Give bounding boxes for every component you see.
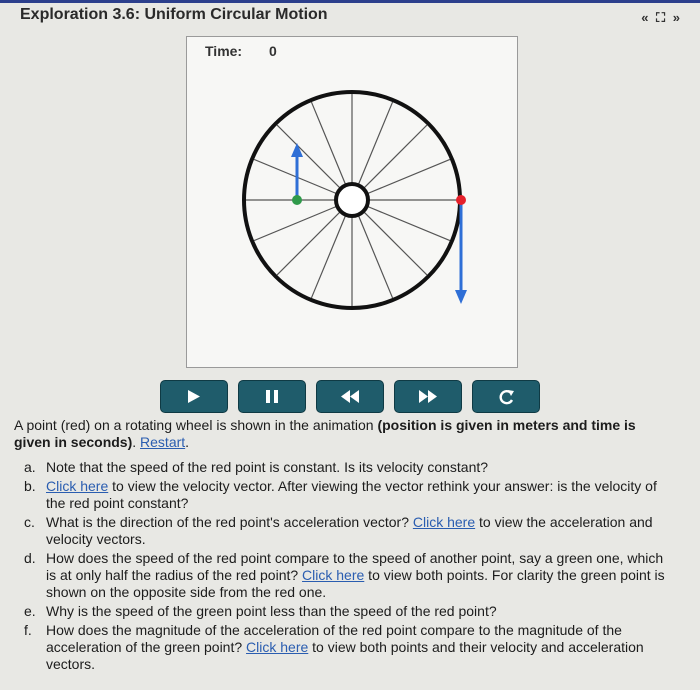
question-marker: c. (24, 514, 35, 530)
wheel-spoke (311, 102, 345, 185)
page-navigation[interactable]: « ⛶ » (641, 10, 682, 25)
time-label: Time: (205, 43, 243, 59)
question-marker: f. (24, 622, 32, 638)
wheel-spoke (367, 159, 450, 193)
play-icon (161, 381, 227, 412)
time-value: 0 (269, 43, 277, 59)
question-marker: e. (24, 603, 36, 619)
question-text: How does the speed of the red point compare to the speed of another point, say a green one, which is at only half the radius of the red point? (46, 550, 664, 583)
question-text: Note that the speed of the red point is constant. Is its velocity constant? (46, 459, 489, 475)
wheel-spoke (363, 211, 427, 275)
play-button[interactable] (160, 380, 228, 413)
wheel-spoke (358, 215, 392, 298)
question-f (24, 622, 676, 673)
both-points-link[interactable]: Click here (302, 567, 365, 583)
instructions (14, 417, 676, 675)
wheel-spoke (363, 125, 427, 189)
wheel-spoke (358, 102, 392, 185)
wheel-spoke (311, 215, 345, 298)
question-e (24, 603, 676, 620)
pause-button[interactable] (238, 380, 306, 413)
rewind-icon (317, 381, 383, 412)
vectors-both-points-link[interactable]: Click here (246, 639, 309, 655)
wheel-spoke (367, 206, 450, 240)
wheel-hub (336, 184, 368, 216)
fast-forward-icon (395, 381, 461, 412)
wheel-animation (187, 37, 517, 367)
question-d (24, 550, 676, 601)
green-point (292, 195, 302, 205)
question-text-end: to view both points and their velocity and acceleration vectors. (46, 639, 644, 672)
reset-icon (473, 381, 539, 412)
pause-icon (239, 381, 305, 412)
reset-button[interactable] (472, 380, 540, 413)
question-text: to view the velocity vector. After viewing the vector rethink your answer: is the velocity of the red point constant? (46, 478, 657, 511)
question-list (14, 459, 676, 673)
animation-controls (160, 380, 550, 414)
intro-bold-text: (position is given in meters and time is given in seconds) (14, 417, 636, 450)
page-title: Exploration 3.6: Uniform Circular Motion (20, 6, 328, 23)
question-text-end: to view both points. For clarity the green point is shown on the opposite side from the red one. (46, 567, 665, 600)
intro-end: . (185, 434, 190, 450)
question-marker: d. (24, 550, 36, 566)
acceleration-vector-link[interactable]: Click here (412, 514, 476, 530)
question-c (24, 514, 676, 548)
wheel (244, 92, 460, 308)
top-border (0, 0, 700, 3)
wheel-spoke (254, 206, 337, 240)
intro-text: A point (red) on a rotating wheel is shown in the animation (14, 417, 378, 433)
question-marker: a. (24, 459, 36, 475)
red-velocity-arrow (455, 200, 467, 304)
velocity-vector-link[interactable]: Click here (46, 478, 109, 494)
question-text-end: to view the acceleration and velocity vectors. (46, 514, 653, 547)
restart-link[interactable]: Restart (140, 434, 186, 450)
question-a (24, 459, 676, 476)
red-point (456, 195, 466, 205)
wheel-spoke (277, 211, 341, 275)
simulation-panel (186, 36, 518, 368)
wheel-spoke (277, 125, 341, 189)
fast-forward-button[interactable] (394, 380, 462, 413)
question-text: What is the direction of the red point's acceleration vector? (46, 514, 413, 530)
green-velocity-arrow (291, 143, 303, 200)
question-marker: b. (24, 478, 36, 494)
rewind-button[interactable] (316, 380, 384, 413)
question-b (24, 478, 676, 512)
question-text: How does the magnitude of the acceleration of the red point compare to the magnitude of the acceleration of the green point? (46, 622, 622, 655)
intro-after-text: . (132, 434, 141, 450)
question-text: Why is the speed of the green point less than the speed of the red point? (46, 603, 497, 619)
intro-paragraph (14, 417, 676, 451)
